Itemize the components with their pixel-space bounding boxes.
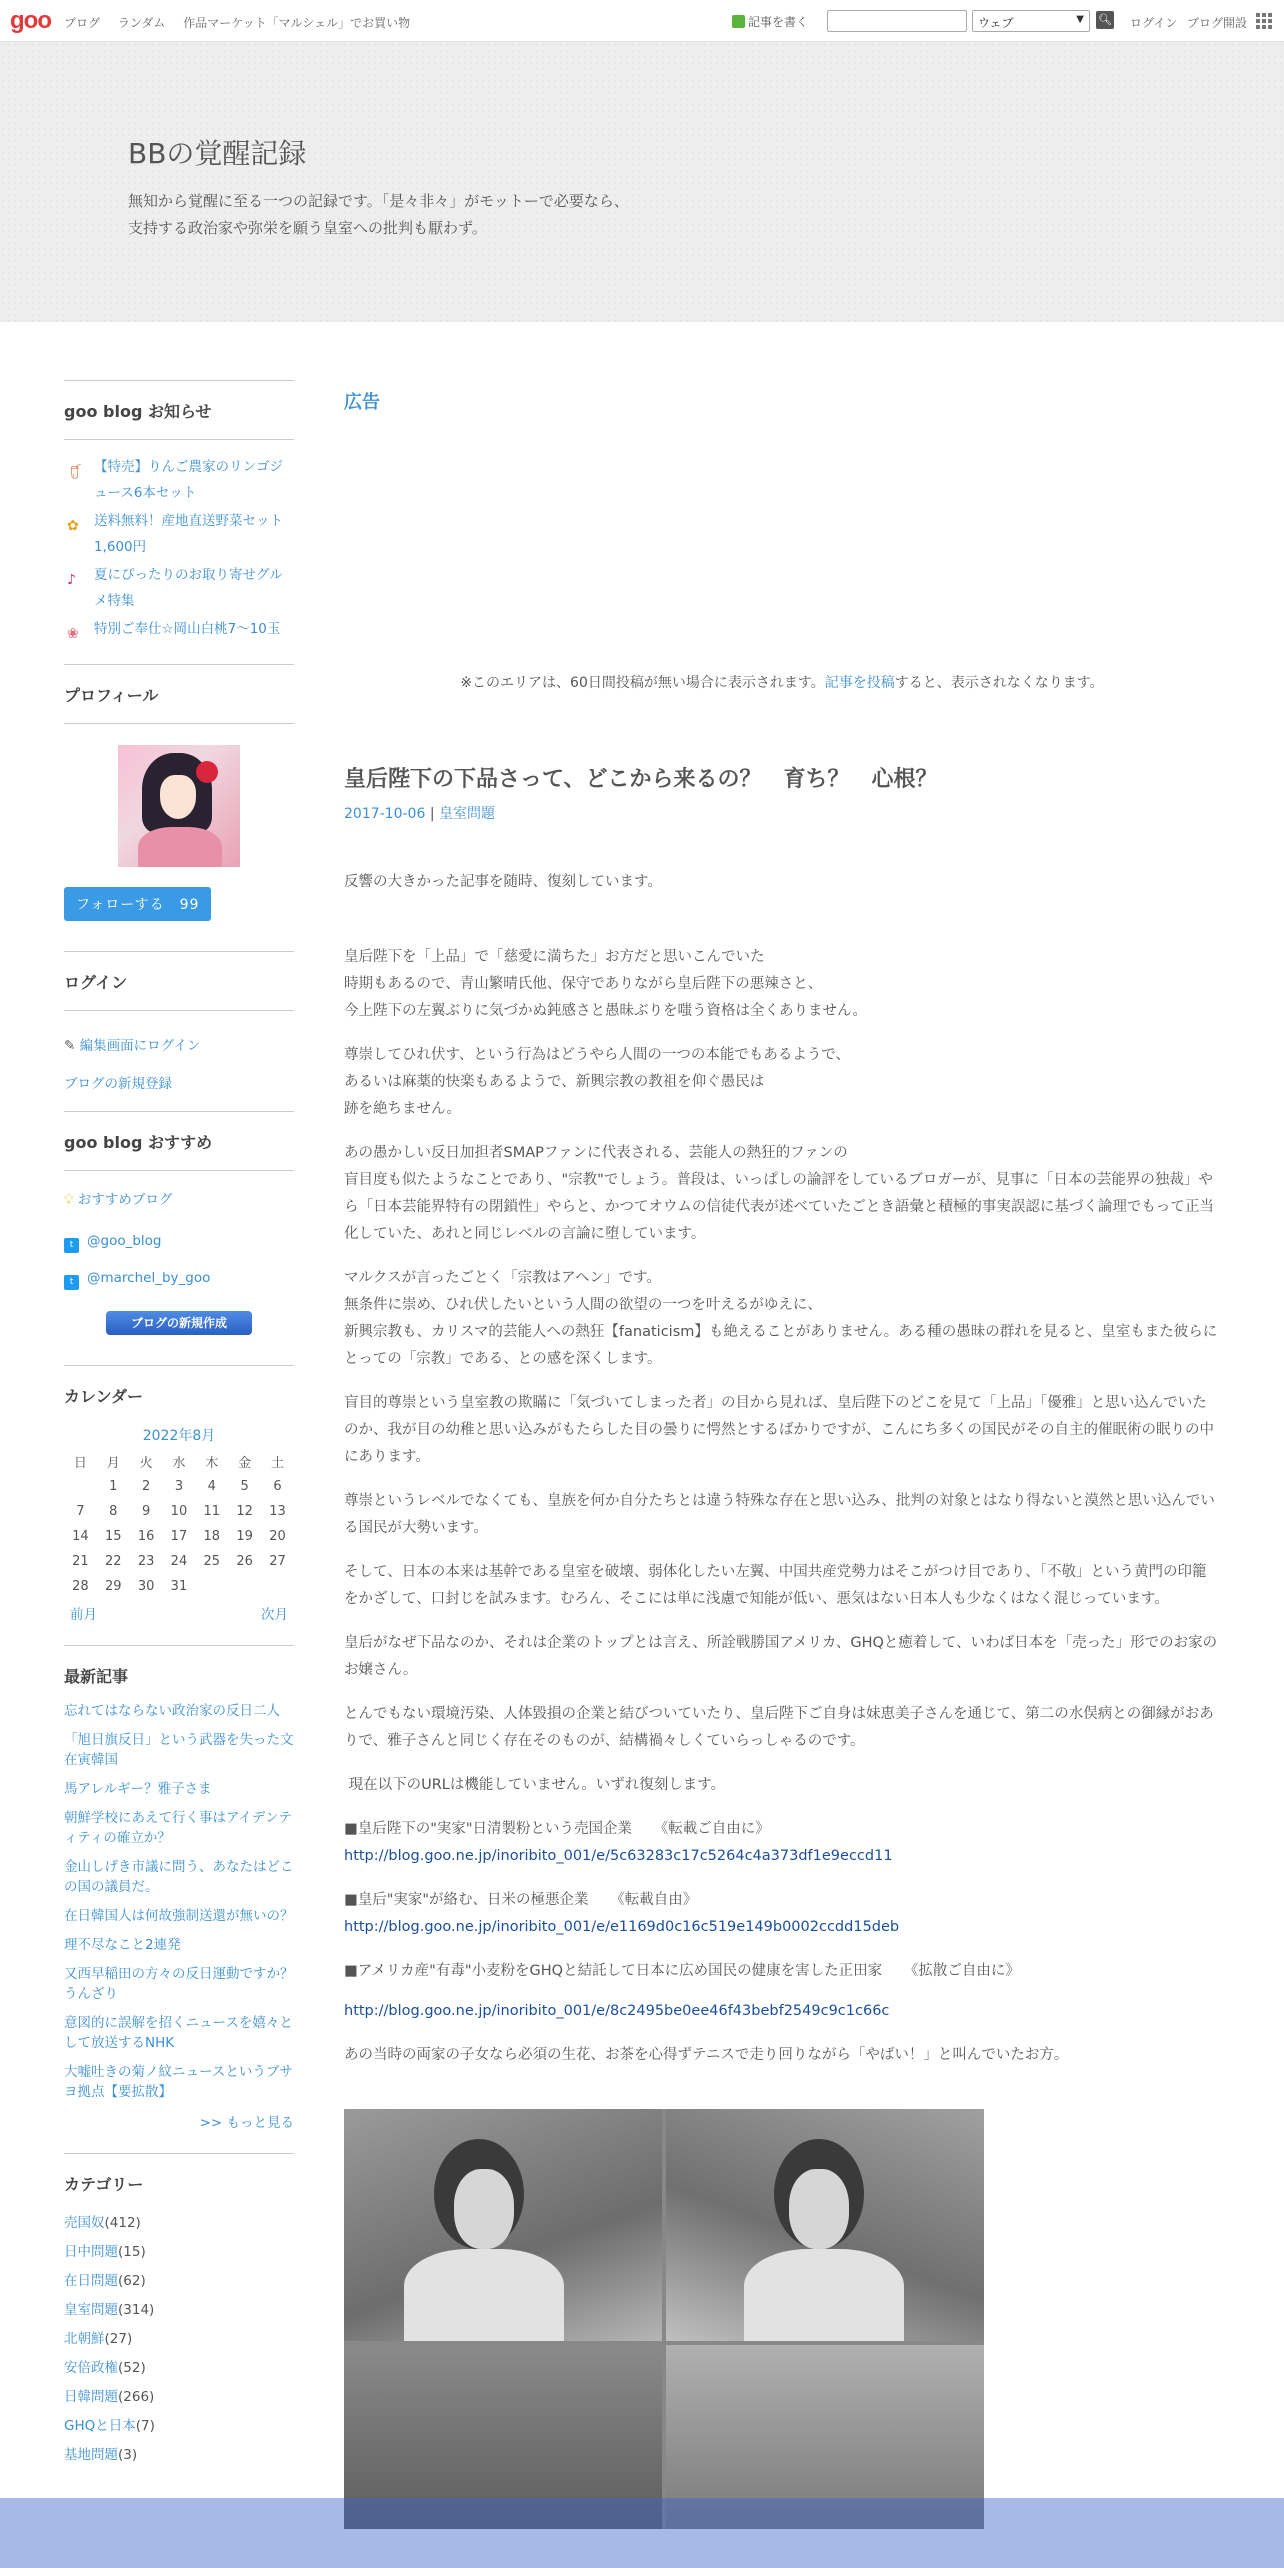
login-section xyxy=(64,951,294,1103)
calendar-day: 3 xyxy=(174,1479,184,1494)
category-link[interactable]: 皇室問題 xyxy=(64,2302,118,2318)
search-input[interactable] xyxy=(827,10,967,32)
profile-heading: プロフィール xyxy=(64,665,294,724)
calendar-day: 8 xyxy=(109,1504,118,1519)
calendar-day: 6 xyxy=(273,1479,282,1494)
category-count: (266) xyxy=(118,2389,155,2405)
calendar-day: 31 xyxy=(170,1579,188,1594)
latest-section xyxy=(64,1645,294,2131)
blog-title[interactable]: BBの覚醒記録 xyxy=(128,137,307,170)
calendar-day: 21 xyxy=(72,1554,89,1569)
latest-article-link[interactable]: 理不尽なこと2連発 xyxy=(64,1937,181,1953)
bottom-overlay-bar xyxy=(0,2498,1284,2568)
login-heading: ログイン xyxy=(64,952,294,1011)
latest-article-link[interactable]: 「旭日旗反日」という武器を失った文在寅韓国 xyxy=(64,1732,294,1768)
top-login-link[interactable]: ログイン xyxy=(1130,16,1178,30)
latest-article-link[interactable]: 大嘘吐きの菊ノ紋ニュースというブサヨ拠点【要拡散】 xyxy=(64,2064,293,2100)
post-photo[interactable] xyxy=(344,2109,984,2529)
reference-label: ■皇后陛下の"実家"日清製粉という売国企業 《転載ご自由に》 xyxy=(344,1821,770,1837)
calendar-section xyxy=(64,1365,294,1623)
top-bar xyxy=(0,0,1284,42)
category-count: (27) xyxy=(104,2331,133,2347)
post-title[interactable]: 皇后陛下の下品さって、どこから来るの？ 育ち？ 心根？ xyxy=(344,767,938,792)
reference-label: ■皇后"実家"が絡む、日米の極悪企業 《転載自由》 xyxy=(344,1892,698,1908)
blog-description-line2: 支持する政治家や弥栄を願う皇室への批判も厭わず。 xyxy=(128,219,487,237)
calendar-day: 18 xyxy=(203,1529,221,1544)
notice-item[interactable] xyxy=(64,508,294,560)
login-links xyxy=(64,1011,294,1103)
category-item xyxy=(64,2325,294,2354)
edit-login-link[interactable]: 編集画面にログイン xyxy=(79,1038,201,1054)
recommend-list xyxy=(64,1171,294,1335)
post-closing: あの当時の両家の子女なら必須の生花、お茶を心得ずテニスで走り回りながら「やばい！」と叫んでいたお方。 xyxy=(344,2047,1069,2063)
category-item xyxy=(64,2412,294,2441)
weekday: 木 xyxy=(205,1456,219,1471)
calendar-day: 10 xyxy=(170,1504,188,1519)
blog-header xyxy=(0,42,1284,322)
meta-separator: | xyxy=(425,806,439,822)
category-link[interactable]: 安倍政権 xyxy=(64,2360,118,2376)
twitter-icon: t xyxy=(64,1238,79,1253)
category-count: (314) xyxy=(118,2302,155,2318)
category-count: (52) xyxy=(118,2360,146,2376)
top-link-random[interactable]: ランダム xyxy=(117,16,166,30)
latest-article-link[interactable]: 金山しげき市議に問う、あなたはどこの国の議員だ。 xyxy=(64,1859,294,1895)
latest-article-link[interactable]: 忘れてはならない政治家の反日二人 xyxy=(64,1703,280,1719)
post-paragraph: 尊崇というレベルでなくても、皇族を何か自分たちとは違う特殊な存在と思い込み、批判の対象とはなり得ないと漠然と思い込んでいる国民が大勢います。 xyxy=(344,1493,1215,1536)
ad-notice xyxy=(344,672,1220,692)
calendar-day: 4 xyxy=(207,1479,216,1494)
calendar-day: 26 xyxy=(236,1554,253,1569)
reference-label: ■アメリカ産"有毒"小麦粉をGHQと結託して日本に広め国民の健康を害した正田家 《拡散ご自由に》 xyxy=(344,1963,1020,1979)
juice-icon: 🥤︎ xyxy=(67,464,85,480)
calendar-day: 29 xyxy=(104,1579,122,1594)
ad-notice-text: すると、表示されなくなります。 xyxy=(894,675,1104,691)
new-blog-register-link[interactable]: ブログの新規登録 xyxy=(64,1076,172,1092)
create-new-blog-button[interactable]: ブログの新規作成 xyxy=(106,1311,252,1335)
calendar-day: 2 xyxy=(141,1479,151,1494)
search-scope-select[interactable] xyxy=(972,10,1090,32)
peach-icon: ❀ xyxy=(67,626,79,642)
notice-link[interactable]: 送料無料！産地直送野菜セット1,600円 xyxy=(94,513,283,555)
category-item xyxy=(64,2441,294,2470)
marchel-twitter-link[interactable]: @marchel_by_goo xyxy=(87,1270,211,1286)
latest-list xyxy=(64,1687,294,2102)
notice-link[interactable]: 夏にぴったりのお取り寄せグルメ特集 xyxy=(94,567,283,609)
calendar-prev-link[interactable]: 前月 xyxy=(70,1607,97,1623)
category-link[interactable]: 北朝鮮 xyxy=(64,2331,105,2347)
goo-logo[interactable]: goo xyxy=(10,7,51,34)
latest-article-link[interactable]: 又西早稲田の方々の反日運動ですか？うんざり xyxy=(64,1966,294,2002)
top-link-marche[interactable]: 作品マーケット「マルシェル」でお買い物 xyxy=(183,16,411,30)
calendar-day xyxy=(195,1574,228,1599)
post-paragraph: 盲目的尊崇という皇室教の欺瞞に「気づいてしまった者」の目から見れば、皇后陛下のどこを見て「上品」「優雅」と思い込んでいたのか、我が目の幼稚と思い込みがもたらした目の曇りに愕然とするばかりですが、こんにち多くの国民がその自主的催眠術の眠りの中にあります。 xyxy=(344,1395,1214,1465)
follow-button[interactable]: フォローする 99 xyxy=(64,887,211,921)
twitter-icon: t xyxy=(64,1275,79,1290)
calendar-day xyxy=(228,1574,261,1599)
calendar-day: 19 xyxy=(236,1529,253,1544)
reference-block xyxy=(344,1958,1220,2025)
calendar-day: 12 xyxy=(236,1504,253,1519)
calendar-day: 30 xyxy=(137,1579,155,1594)
weekday: 土 xyxy=(271,1456,285,1471)
calendar-day: 23 xyxy=(137,1554,155,1569)
calendar-day: 13 xyxy=(269,1504,286,1519)
profile-section xyxy=(64,664,294,921)
category-count: (62) xyxy=(118,2273,146,2289)
top-link-blog[interactable]: ブログ xyxy=(64,16,101,30)
category-list xyxy=(64,2195,294,2470)
category-item xyxy=(64,2383,294,2412)
calendar-day: 14 xyxy=(72,1529,89,1544)
main-content xyxy=(344,380,1220,2529)
search-icon: 🔍︎ xyxy=(1098,13,1112,26)
apps-grid-icon[interactable] xyxy=(1256,13,1272,29)
post-meta xyxy=(344,803,1220,823)
calendar-heading: カレンダー xyxy=(64,1387,143,1406)
category-count: (3) xyxy=(118,2447,138,2463)
calendar-day: 16 xyxy=(137,1529,155,1544)
reference-url-link[interactable]: http://blog.goo.ne.jp/inoribito_001/e/8c2495be0ee46f43bebf2549c9c1c66c xyxy=(344,2003,890,2019)
category-item xyxy=(64,2354,294,2383)
weekday: 日 xyxy=(73,1456,87,1471)
notice-item[interactable] xyxy=(64,562,294,614)
calendar-day: 25 xyxy=(203,1554,221,1569)
post-paragraph: あの愚かしい反日加担者SMAPファンに代表される、芸能人の熱狂的ファンの 盲目度も似たようなことであり、"宗教"でしょう。普段は、いっぱしの論評をしているブロガーが、見事に「日本の芸能界の独裁」やら「日本芸能界特有の閉鎖性」やらと、かつてオウムの信徒代表が述べていたごとき語彙と積極的事実誤認に基づく論理でもって正当化していた、あれと同じレベルの言論に堕しています。 xyxy=(344,1145,1214,1242)
calendar-month: 2022年8月 xyxy=(142,1428,216,1444)
search-button[interactable] xyxy=(1096,11,1114,29)
latest-article-link[interactable]: 朝鮮学校にあえて行く事はアイデンティティの確立か？ xyxy=(64,1810,293,1846)
blog-description-line1: 無知から覚醒に至る一つの記録です。「是々非々」がモットーで必要なら、 xyxy=(128,192,629,210)
recommend-section xyxy=(64,1111,294,1335)
profile-avatar[interactable] xyxy=(118,745,240,867)
category-link[interactable]: GHQと日本 xyxy=(64,2418,136,2434)
post-paragraph: 尊崇してひれ伏す、という行為はどうやら人間の一つの本能でもあるようで、 あるいは麻薬的快楽もあるようで、新興宗教の教祖を仰ぐ愚民は 跡を絶ちません。 xyxy=(344,1047,851,1117)
calendar-day: 28 xyxy=(72,1579,89,1594)
top-blog-open-link[interactable]: ブログ開設 xyxy=(1187,16,1248,30)
category-item xyxy=(64,2238,294,2267)
weekday: 月 xyxy=(106,1456,120,1471)
post-lead: 反響の大きかった記事を随時、復刻しています。 xyxy=(344,874,662,890)
category-link[interactable]: 日韓問題 xyxy=(64,2389,118,2405)
top-links xyxy=(64,14,424,31)
latest-article-link[interactable]: 在日韓国人は何故強制送還が無いの？ xyxy=(64,1908,294,1924)
weekday: 火 xyxy=(139,1456,153,1471)
post-category-link[interactable]: 皇室問題 xyxy=(439,806,495,822)
sidebar xyxy=(64,380,294,2470)
notice-link[interactable]: 【特売】りんご農家のリンゴジュース6本セット xyxy=(94,459,283,501)
post-paragraph: そして、日本の本来は基幹である皇室を破壊、弱体化したい左翼、中国共産党勢力はそこがつけ目であり、「不敬」という黄門の印籠をかざして、口封じを試みます。むろん、そこには単に浅慮で知能が低い、悪気はない日本人も少なくはなく混じっています。 xyxy=(344,1564,1207,1607)
notice-section xyxy=(64,380,294,642)
calendar-day: 5 xyxy=(240,1479,249,1494)
calendar-day xyxy=(64,1474,97,1499)
recommended-blogs-link[interactable]: おすすめブログ xyxy=(77,1192,173,1208)
notice-link[interactable]: 特別ご奉仕☆岡山白桃7〜10玉 xyxy=(94,621,281,637)
latest-article-link[interactable]: 馬アレルギー？雅子さま xyxy=(64,1781,212,1797)
post-paragraph: 皇后がなぜ下品なのか、それは企業のトップとは言え、所詮戦勝国アメリカ、GHQと癒着して、いわば日本を「売った」形でのお家のお嬢さん。 xyxy=(344,1635,1218,1678)
post-date-link[interactable]: 2017-10-06 xyxy=(344,806,426,822)
lightbulb-icon: 💡︎ xyxy=(64,1192,74,1208)
calendar-day: 22 xyxy=(104,1554,122,1569)
category-item xyxy=(64,2267,294,2296)
calendar-day: 9 xyxy=(141,1504,151,1519)
calendar-nav xyxy=(64,1599,294,1623)
reference-url-link[interactable]: http://blog.goo.ne.jp/inoribito_001/e/e1169d0c16c519e149b0002ccdd15deb xyxy=(344,1919,900,1935)
notice-list xyxy=(64,440,294,642)
post-body xyxy=(344,869,1220,2069)
write-article-label: 記事を書く xyxy=(748,15,809,29)
calendar-day: 7 xyxy=(76,1504,85,1519)
goo-blog-twitter-link[interactable]: @goo_blog xyxy=(87,1233,162,1249)
category-count: (15) xyxy=(118,2244,146,2260)
calendar-table xyxy=(64,1449,294,1599)
sunflower-icon: ✿ xyxy=(67,518,79,534)
post-paragraph: とんでもない環境汚染、人体毀損の企業と結びついていたり、皇后陛下ご自身は妹恵美子さんを通じて、第二の水俣病との御縁がおありで、雅子さんと同じく存在そのものが、結構禍々しくていらっしゃるのです。 xyxy=(344,1706,1214,1749)
pen-icon: ✎ xyxy=(64,1038,76,1054)
calendar-day: 11 xyxy=(203,1504,221,1519)
category-count: (412) xyxy=(104,2215,141,2231)
calendar-day: 20 xyxy=(269,1529,286,1544)
blog-description xyxy=(128,188,728,242)
weekday: 金 xyxy=(238,1456,252,1471)
post-paragraph: 皇后陛下を「上品」で「慈愛に満ちた」お方だと思いこんでいた 時期もあるので、青山繁晴氏他、保守でありながら皇后陛下の悪辣さと、 今上陛下の左翼ぶりに気づかぬ鈍感さと愚昧ぶりを嗤う資格は全くありません。 xyxy=(344,949,867,1019)
post-article-link[interactable]: 記事を投稿 xyxy=(824,675,895,691)
ad-notice-text: ※このエリアは、60日間投稿が無い場合に表示されます。 xyxy=(460,675,825,691)
category-item xyxy=(64,2296,294,2325)
category-heading: カテゴリー xyxy=(64,2175,144,2194)
category-section xyxy=(64,2153,294,2470)
latest-heading: 最新記事 xyxy=(64,1667,129,1686)
write-article-button[interactable] xyxy=(732,13,808,30)
calendar-day: 1 xyxy=(109,1479,118,1494)
weekday: 水 xyxy=(172,1456,186,1471)
music-note-icon: ♪ xyxy=(67,572,76,588)
search-scope-value: ウェブ xyxy=(978,16,1014,30)
category-item xyxy=(64,2209,294,2238)
calendar-day: 24 xyxy=(170,1554,188,1569)
category-count: (7) xyxy=(135,2418,155,2434)
recommend-heading: goo blog おすすめ xyxy=(64,1112,294,1171)
notice-heading: goo blog お知らせ xyxy=(64,381,294,440)
latest-article-link[interactable]: 意図的に誤解を招くニュースを嬉々として放送するNHK xyxy=(64,2015,293,2051)
post-paragraph: 現在以下のURLは機能していません。いずれ復刻します。 xyxy=(344,1777,726,1793)
reference-block xyxy=(344,1887,1220,1941)
category-link[interactable]: 日中問題 xyxy=(64,2244,118,2260)
notice-item[interactable] xyxy=(64,616,294,642)
reference-url-link[interactable]: http://blog.goo.ne.jp/inoribito_001/e/5c63283c17c5264c4a373df1e9eccd11 xyxy=(344,1848,893,1864)
calendar-day: 15 xyxy=(104,1529,122,1544)
category-link[interactable]: 売国奴 xyxy=(64,2215,105,2231)
ad-heading: 広告 xyxy=(344,392,380,413)
chevron-down-icon: ▼ xyxy=(1076,14,1084,25)
category-link[interactable]: 基地問題 xyxy=(64,2447,118,2463)
pen-icon xyxy=(732,15,745,28)
calendar-next-link[interactable]: 次月 xyxy=(261,1607,288,1623)
calendar-day: 27 xyxy=(269,1554,286,1569)
notice-item[interactable] xyxy=(64,454,294,506)
post-paragraph: マルクスが言ったごとく「宗教はアヘン」です。 無条件に崇め、ひれ伏したいという人間の欲望の一つを叶えるがゆえに、 新興宗教も、カリスマ的芸能人への熱狂【fanaticism】も絶えることがありません。ある種の愚昧の群れを見ると、皇室もまた彼らにとっての「宗教」である、との感を深くします。 xyxy=(344,1270,1218,1367)
calendar-day xyxy=(261,1574,294,1599)
reference-block xyxy=(344,1816,1220,1870)
more-articles-link[interactable]: >> もっと見る xyxy=(199,2115,294,2131)
calendar-day: 17 xyxy=(170,1529,188,1544)
category-link[interactable]: 在日問題 xyxy=(64,2273,118,2289)
